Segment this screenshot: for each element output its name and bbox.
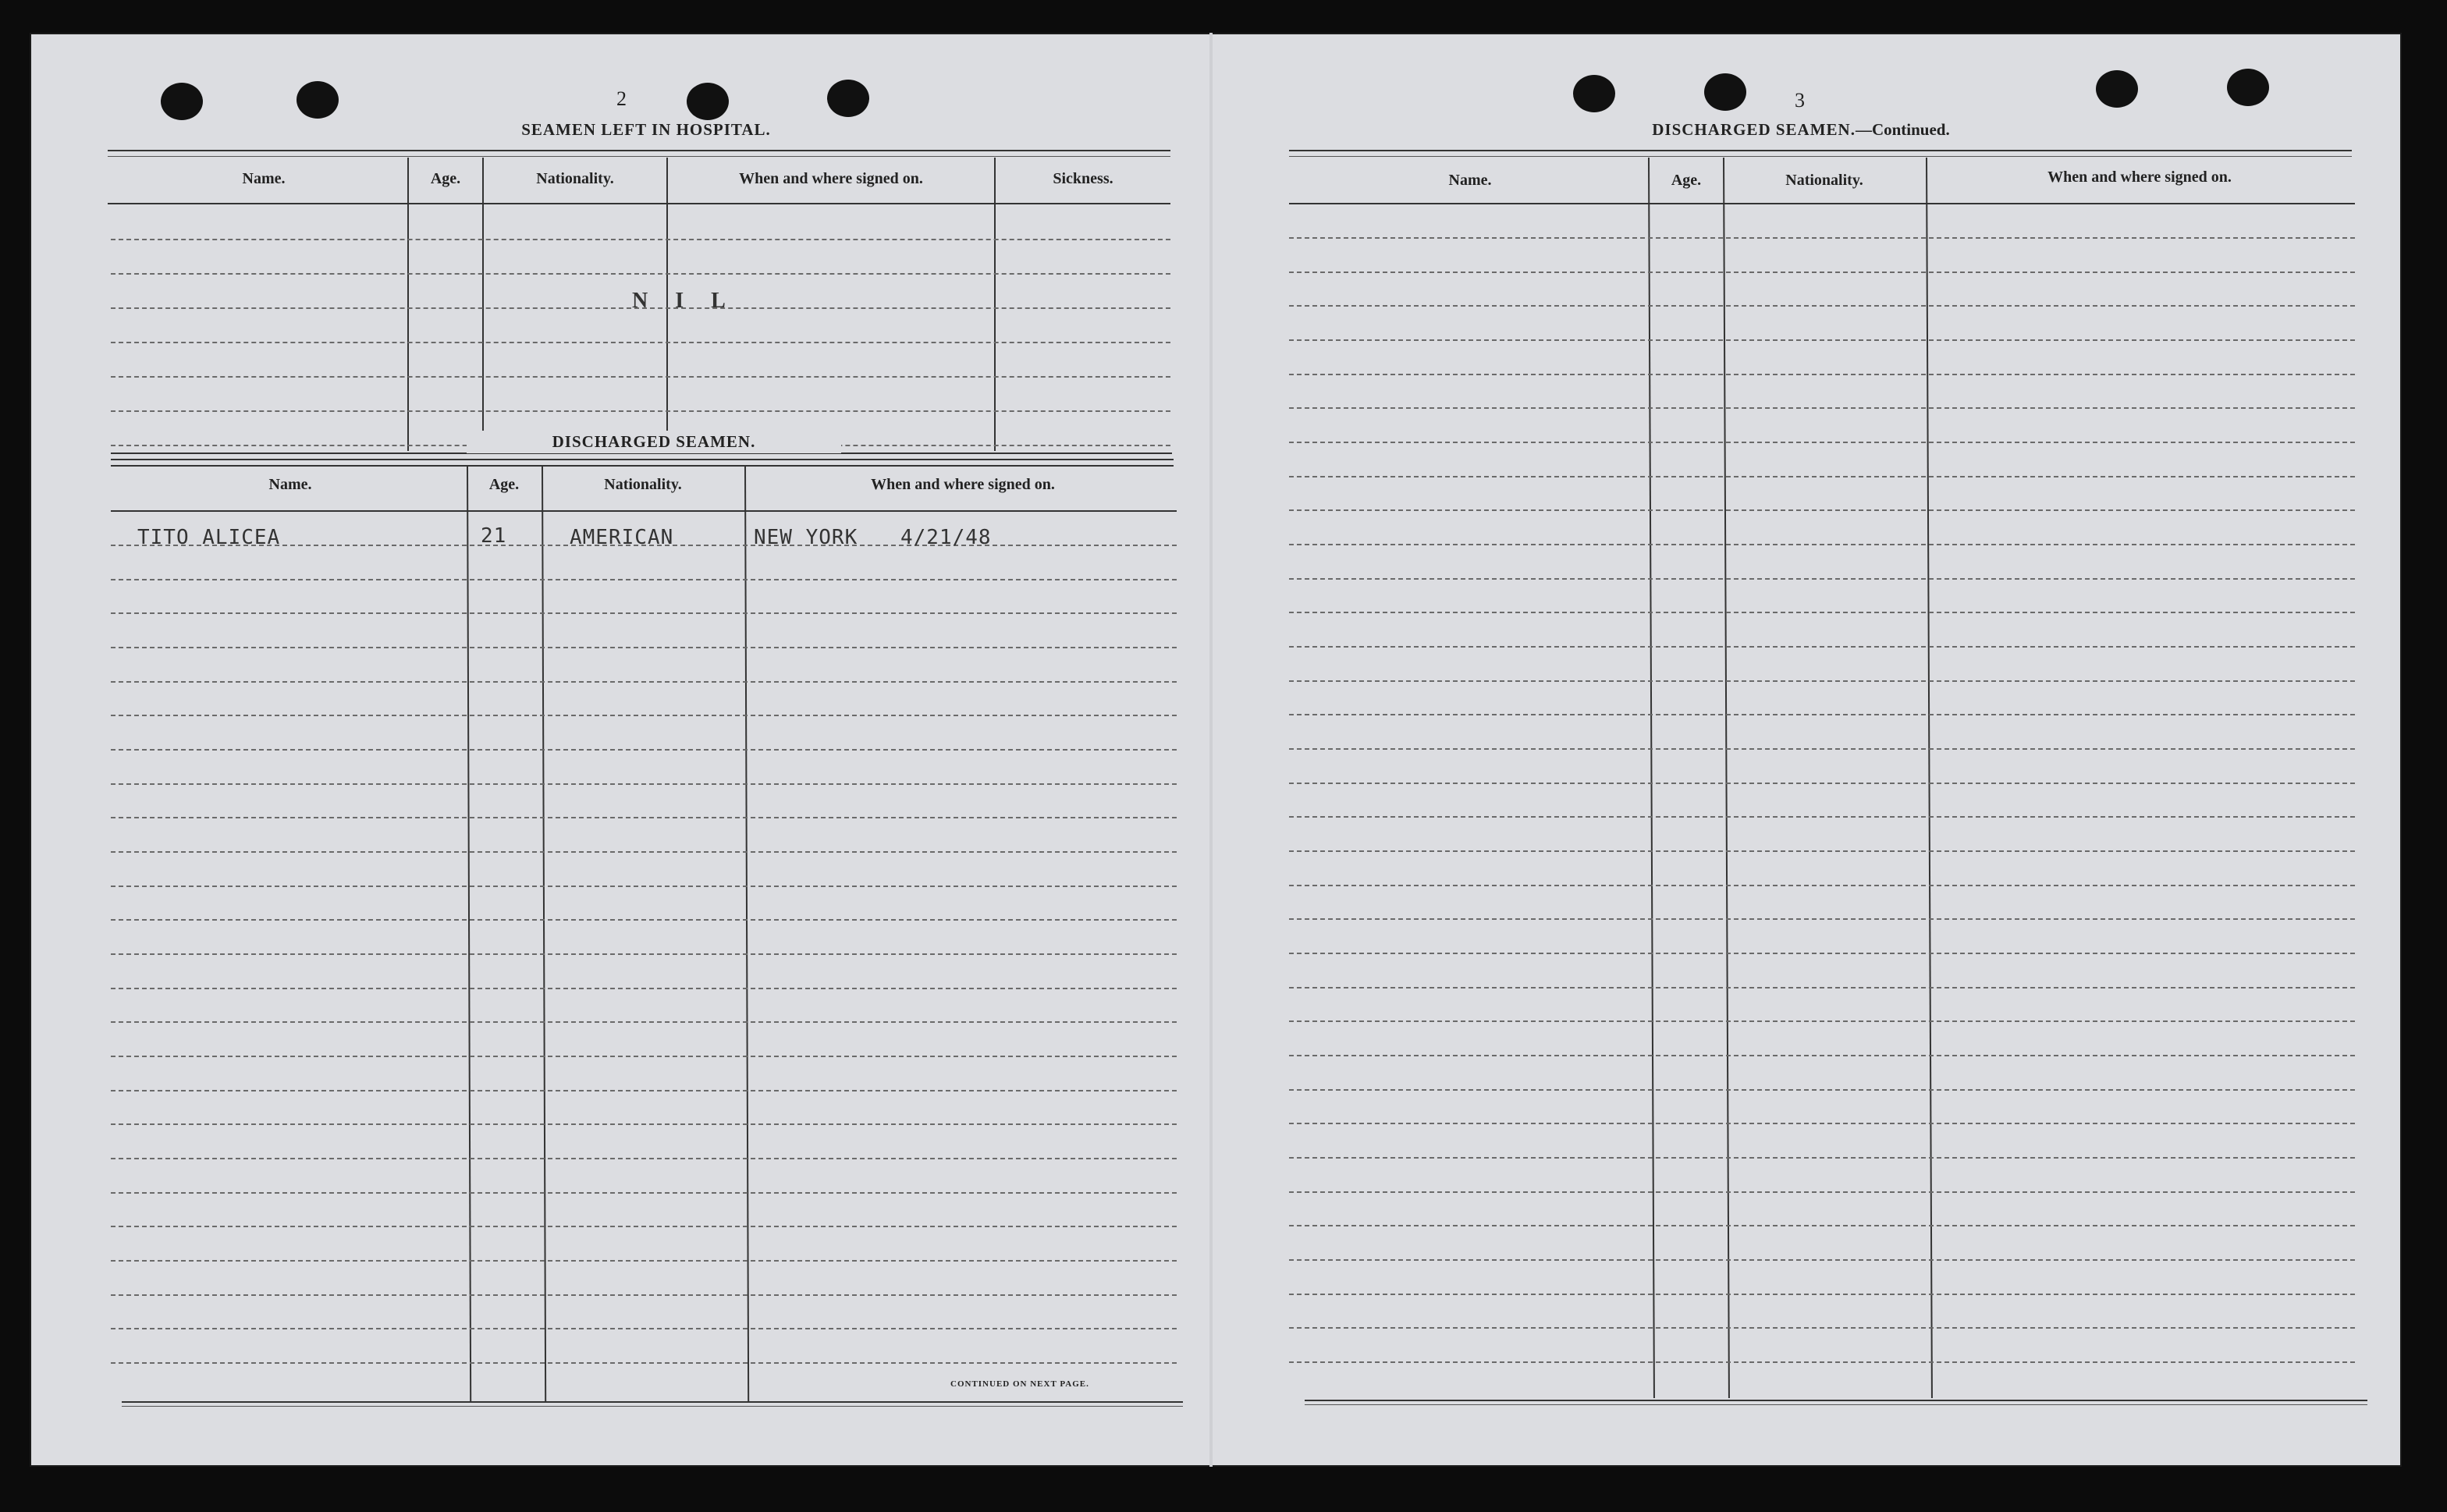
punch-hole (297, 81, 339, 119)
right-rows (1289, 203, 2355, 1397)
seaman-age: 21 (481, 524, 507, 548)
punch-hole (827, 80, 869, 117)
hospital-section-title: SEAMEN LEFT IN HOSPITAL. (521, 120, 771, 139)
discharged-col-age: Age. (488, 476, 520, 493)
continued-note: CONTINUED ON NEXT PAGE. (950, 1379, 1089, 1389)
discharged-col-name: Name. (268, 476, 312, 493)
hospital-col-sickness: Sickness. (1053, 170, 1113, 187)
rule (108, 156, 1170, 157)
seaman-signed-date: 4/21/48 (900, 526, 992, 549)
rule (108, 150, 1170, 151)
right-col-age: Age. (1671, 172, 1702, 189)
rule (1289, 156, 2352, 157)
rule (1305, 1400, 2367, 1401)
discharged-col-nationality: Nationality. (604, 476, 682, 493)
rule (1289, 150, 2352, 151)
document-sheet (30, 33, 2402, 1467)
seaman-signed-place: NEW YORK (754, 526, 858, 549)
discharged-section-title: DISCHARGED SEAMEN. (467, 431, 841, 453)
rule (1305, 1404, 2367, 1405)
rule (111, 465, 1174, 467)
hospital-nil-entry: N I L (632, 289, 737, 313)
right-col-name: Name. (1448, 172, 1492, 189)
hospital-col-age: Age. (430, 170, 461, 187)
page-fold (1209, 33, 1213, 1467)
left-page-number: 2 (616, 87, 627, 110)
rule (111, 459, 1174, 460)
right-col-nationality: Nationality. (1785, 172, 1863, 189)
rule (122, 1406, 1183, 1407)
discharged-col-signed-on: When and where signed on. (871, 476, 1055, 493)
punch-hole (1704, 73, 1746, 111)
seaman-nationality: AMERICAN (570, 526, 674, 549)
discharged-rows (111, 510, 1177, 1401)
hospital-col-nationality: Nationality. (536, 170, 614, 187)
punch-hole (161, 83, 203, 120)
hospital-col-name: Name. (242, 170, 286, 187)
right-page-number: 3 (1795, 89, 1805, 112)
hospital-rows (111, 203, 1170, 451)
right-col-signed-on: When and where signed on. (2047, 169, 2232, 186)
right-section-title: DISCHARGED SEAMEN.—Continued. (1652, 120, 1950, 139)
punch-hole (1573, 75, 1615, 112)
rule (122, 1401, 1183, 1403)
seaman-name: TITO ALICEA (137, 526, 281, 549)
punch-hole (687, 83, 729, 120)
punch-hole (2227, 69, 2269, 106)
hospital-col-signed-on: When and where signed on. (739, 170, 923, 187)
punch-hole (2096, 70, 2138, 108)
